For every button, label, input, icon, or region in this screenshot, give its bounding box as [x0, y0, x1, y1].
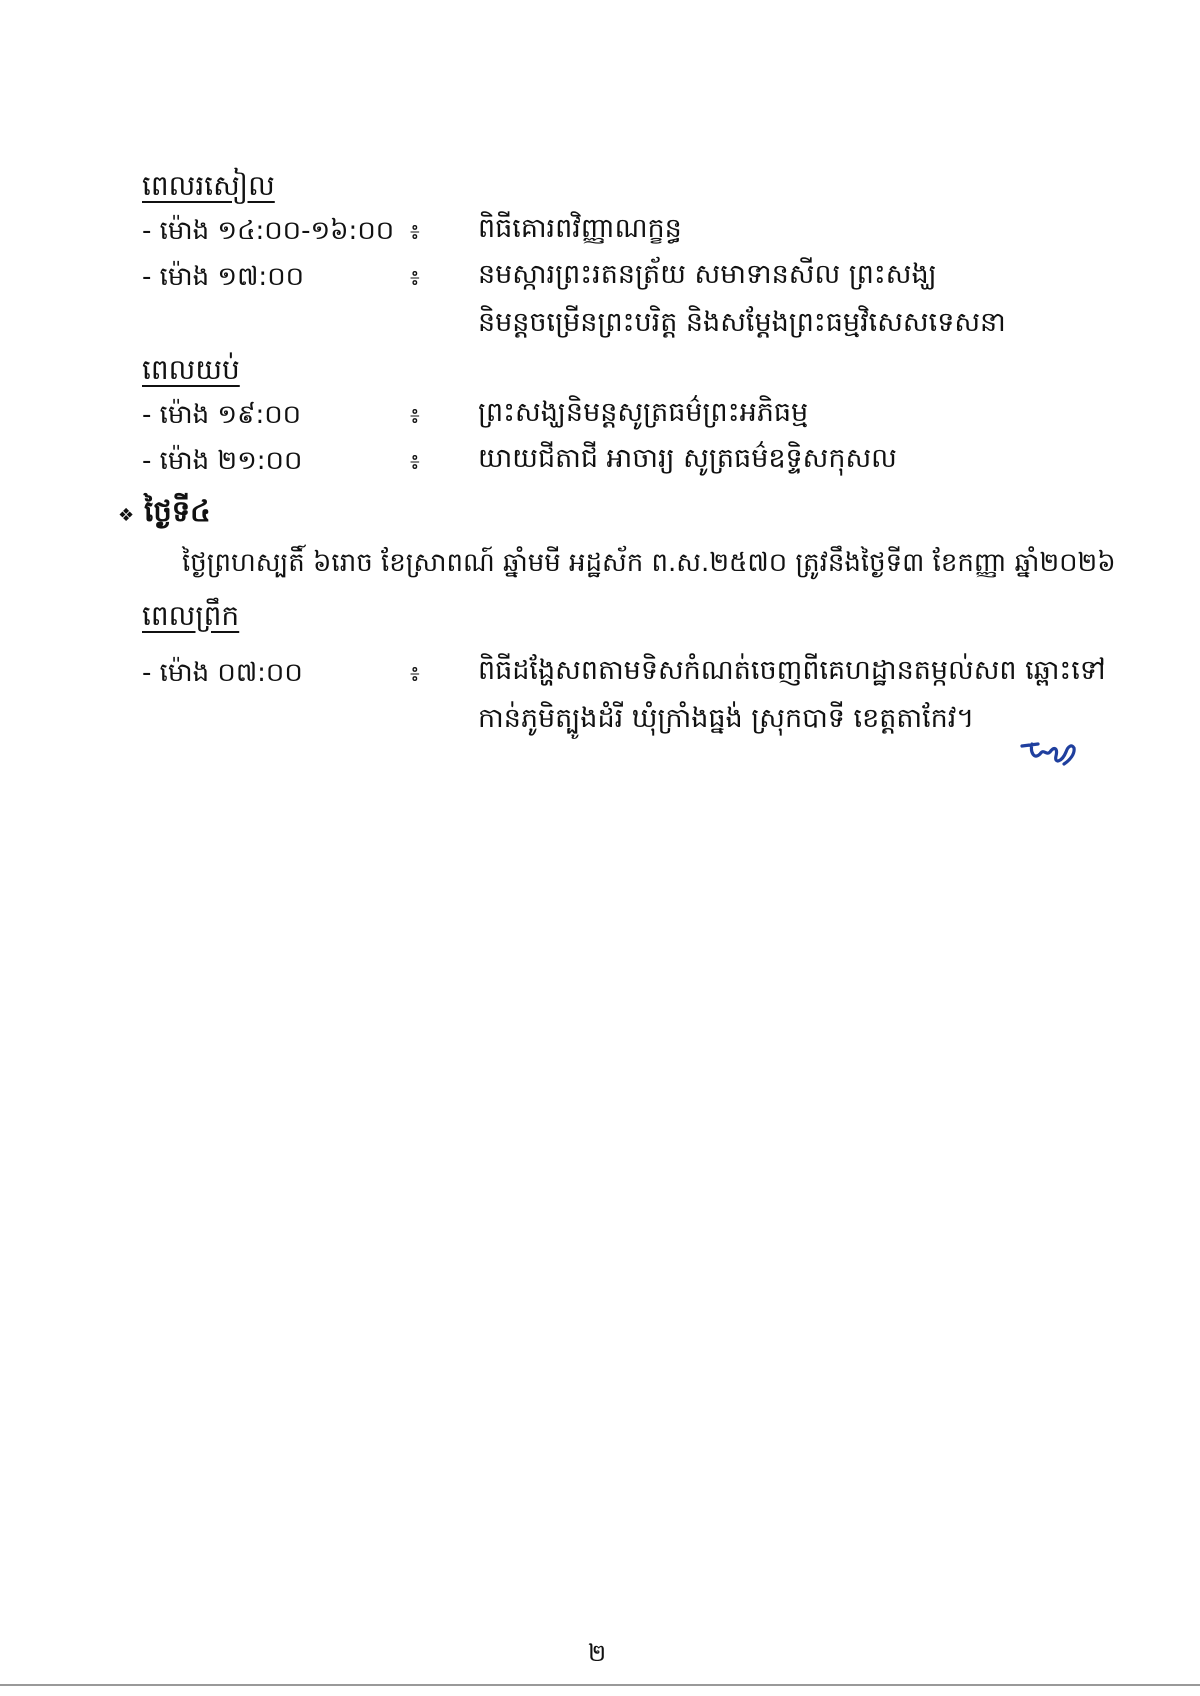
morning-row-1-time: - ម៉ោង ០៧:០០	[142, 658, 303, 688]
afternoon-row-1-colon: ៖	[410, 220, 420, 245]
afternoon-row-1-activity: ពិធីគោរពវិញ្ញាណក្ខន្ធ	[478, 213, 682, 244]
evening-row-2-activity: យាយជីតាជី អាចារ្យ សូត្រធម៌ឧទ្ទិសកុសល	[478, 443, 897, 474]
evening-row-2-time: - ម៉ោង ២១:០០	[142, 446, 303, 476]
day4-title	[118, 494, 211, 536]
evening-row-1-activity: ព្រះសង្ឃនិមន្តសូត្រធម៌ព្រះអភិធម្ម	[478, 397, 809, 428]
afternoon-row-2-activity-line-2: និមន្តចម្រើនព្រះបរិត្ត និងសម្តែងព្រះធម្មវិសេសទេសនា	[478, 307, 1006, 338]
page-number: ២	[588, 1639, 607, 1667]
morning-row-1-activity-line-2: កាន់ភូមិត្បូងដំរី ឃុំក្រាំងធ្នង់ ស្រុកបាទី ខេត្តតាកែវ។	[478, 703, 975, 734]
signature-initials	[1018, 734, 1078, 772]
day4-date: ថ្ងៃព្រហស្បតិ៍ ៦រោច ខែស្រាពណ៍ ឆ្នាំមមី អដ្ឋស័ក ព.ស.២៥៧០ ត្រូវនឹងថ្ងៃទី៣ ខែកញ្ញា ឆ្នាំ២០២៦	[182, 548, 1116, 578]
afternoon-row-2-activity-line-1: នមស្ការព្រះរតនត្រ័យ សមាទានសីល ព្រះសង្ឃ	[478, 259, 937, 290]
afternoon-row-2-time: - ម៉ោង ១៧:០០	[142, 262, 305, 292]
footer-divider	[0, 1684, 1200, 1686]
evening-row-1-colon: ៖	[410, 404, 420, 429]
evening-row-2-colon: ៖	[410, 450, 420, 475]
morning-row-1-activity-line-1: ពិធីដង្ហែសពតាមទិសកំណត់ចេញពីគេហដ្ឋានតម្កល់សព ឆ្ពោះទៅ	[478, 655, 1106, 686]
evening-row-1-time: - ម៉ោង ១៩:០០	[142, 400, 302, 430]
afternoon-heading: ពេលរសៀល	[142, 169, 275, 202]
afternoon-row-1-time: - ម៉ោង ១៤:០០-១៦:០០	[142, 216, 395, 246]
afternoon-row-2-colon: ៖	[410, 266, 420, 291]
morning-row-1-colon: ៖	[410, 662, 420, 687]
day4-title-text: ថ្ងៃទី៤	[144, 494, 211, 528]
morning-heading: ពេលព្រឹក	[142, 599, 240, 632]
diamond-bullet-icon: ❖	[118, 505, 135, 526]
evening-heading: ពេលយប់	[142, 353, 240, 386]
